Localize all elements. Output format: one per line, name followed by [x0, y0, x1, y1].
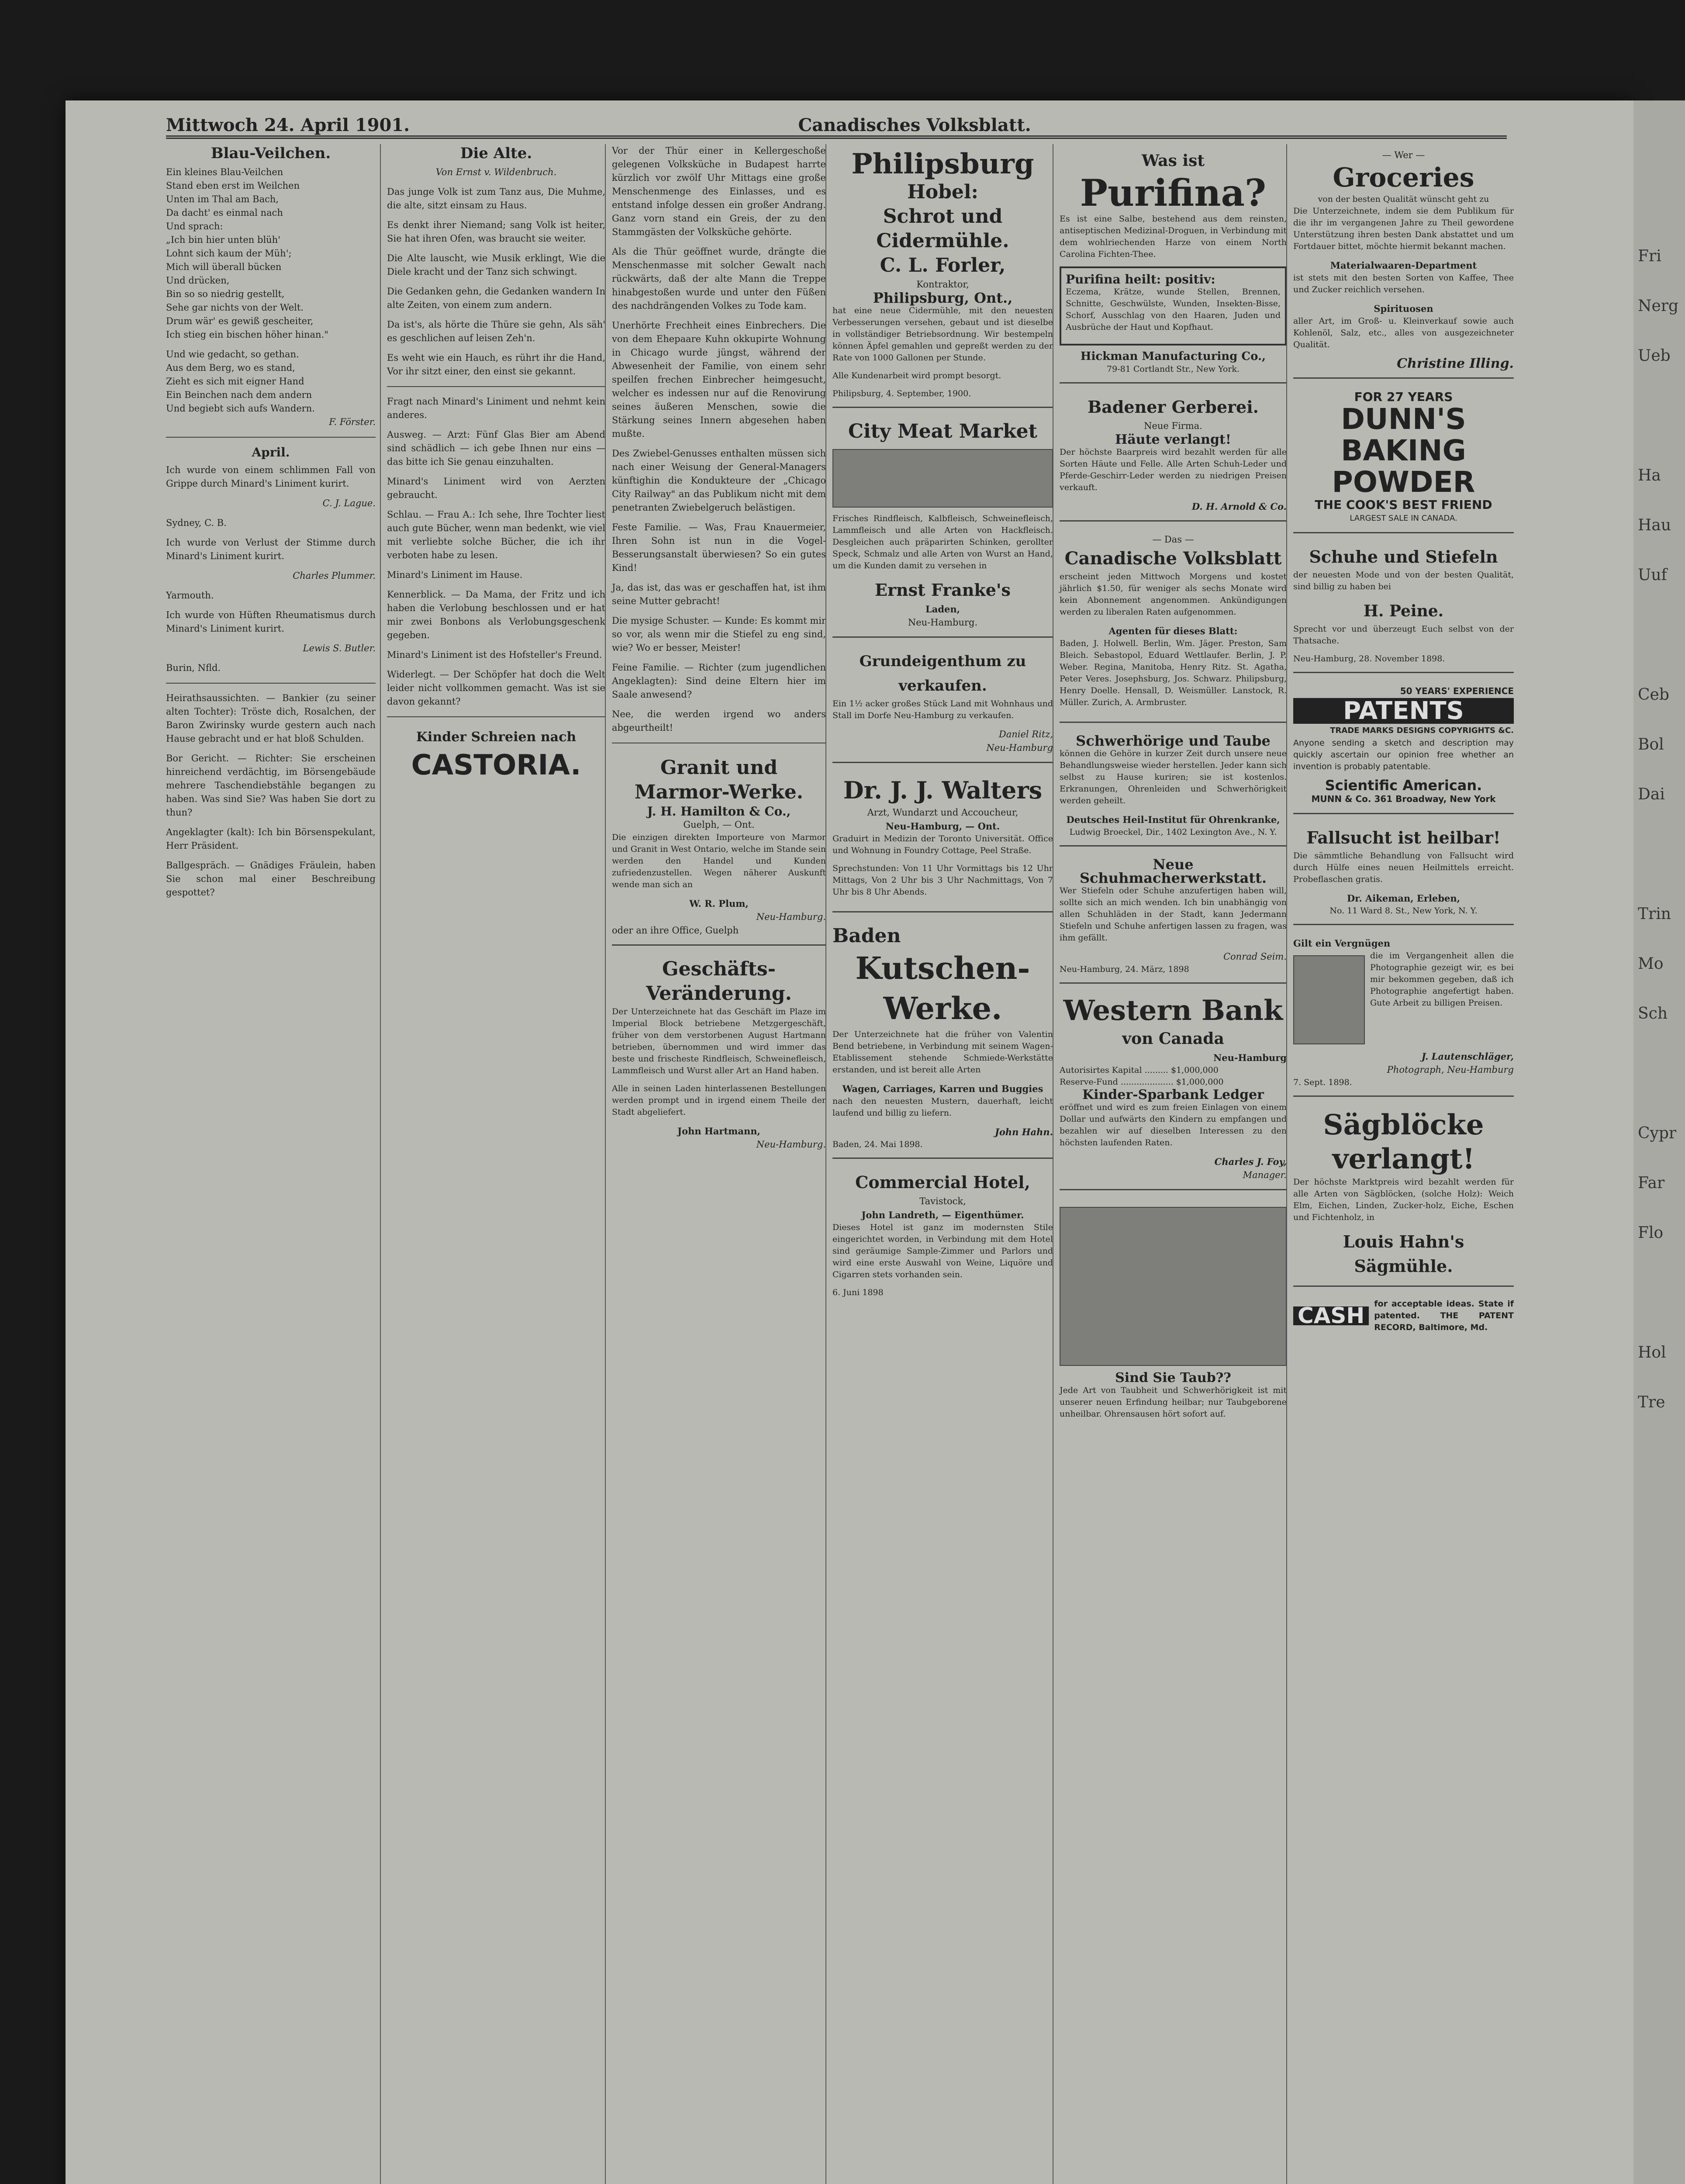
ad-signature: Louis Hahn's	[1343, 1232, 1464, 1251]
adjacent-page-text-fragment: Hau	[1638, 516, 1671, 534]
deafness-ad	[1060, 1197, 1287, 1433]
adjacent-page-text-fragment: Cypr	[1638, 1124, 1677, 1142]
testimonial-signature: Lewis S. Butler.	[303, 643, 376, 653]
liniment-notice: Fragt nach Minard's Liniment und nehmt kein anderes.	[387, 396, 605, 420]
agents-title: Agenten für dieses Blatt:	[1108, 625, 1238, 636]
ad-signature: J. Lautenschläger,	[1421, 1051, 1514, 1062]
adjacent-page-fragment	[1633, 100, 1685, 2184]
meat-illustration	[832, 449, 1053, 508]
poem-author: Von Ernst v. Wildenbruch.	[435, 167, 557, 177]
ad-text: for acceptable ideas. State if patented. THE PATENT RECORD, Baltimore, Md.	[1374, 1299, 1514, 1332]
poem-stanza: Das junge Volk ist zum Tanz aus, Die Muhme, die alte, sitzt einsam zu Haus.	[387, 187, 605, 211]
news-item: Als die Thür geöffnet wurde, drängte die Menschenmasse mit solcher Gewalt nach rückwärts, daß der alte Mann die Treppe hinabgestoßen wurde und unter den Füßen des nachdrängenden Volkes zu Tode kam.	[612, 246, 826, 311]
news-item: Des Zwiebel-Genusses enthalten müssen sich nach einer Weisung der General-Managers künftighin die Kondukteure der „Chicago City Railway" an das Publikum nicht mit dem penetranten Zwiebelgeruch belästigen.	[612, 448, 826, 513]
liniment-notice: Minard's Liniment ist des Hofsteller's Freund.	[387, 650, 602, 660]
joke: Die mysige Schuster. — Kunde: Es kommt mir so vor, als wenn mir die Stiefel zu eng sind, wie? Wo er besser, Meister!	[612, 615, 826, 653]
testimonial-signature: C. J. Lague.	[322, 498, 376, 508]
cider-mill-ad	[832, 144, 1053, 408]
ad-date: Neu-Hamburg, 28. November 1898.	[1293, 654, 1445, 663]
ad-text: Jede Art von Taubheit und Schwerhörigkeit ist mit unserer neuen Erfindung heilbar; nur Taubgeborene unheilbar. Ohrensausen hört sofort auf.	[1060, 1386, 1287, 1419]
poem-stanza: Die Alte lauscht, wie Musik erklingt, Wie die Diele kracht und der Tanz sich schwingt.	[387, 253, 605, 277]
adjacent-page-text-fragment: Ceb	[1638, 686, 1669, 704]
ad-role: Photograph, Neu-Hamburg	[1387, 1064, 1514, 1075]
ad-pretitle: FOR 27 YEARS	[1354, 390, 1453, 404]
ad-department: Spirituosen	[1374, 303, 1433, 314]
ad-text: Die sämmtliche Behandlung von Fallsucht wird durch Hülfe eines neuen Heilmittels erreicht. Probeflaschen gratis.	[1293, 851, 1514, 884]
page-header	[166, 96, 1507, 139]
adjacent-page-text-fragment: Hol	[1638, 1344, 1666, 1362]
columns	[166, 144, 1514, 2184]
ad-text: Alle in seinen Laden hinterlassenen Bestellungen werden prompt und in irgend einem Theile der Stadt abgeliefert.	[612, 1084, 826, 1117]
ad-address: 79-81 Cortlandt Str., New York.	[1107, 364, 1240, 374]
joke: Bor Gericht. — Richter: Sie erscheinen hinreichend verdächtig, im Börsengebäude mehrere Taschendiebstähle begangen zu haben. Was sind Sie? Was haben Sie dort zu thun?	[166, 753, 376, 818]
epilepsy-ad	[1293, 821, 1514, 925]
ad-title: Kutschen-Werke.	[855, 950, 1030, 1026]
ad-subtitle: Schrot und Cidermühle.	[876, 205, 1009, 252]
sawlogs-ad	[1293, 1104, 1514, 1287]
ad-shop: Ernst Franke's	[875, 580, 1011, 600]
cash-ad	[1293, 1294, 1514, 1341]
volksblatt-notice	[1060, 529, 1287, 723]
ad-maker: Hickman Manufacturing Co.,	[1080, 350, 1266, 363]
property-sale-ad	[832, 645, 1053, 763]
column-4	[825, 144, 1053, 2184]
ad-subtitle: Hobel:	[907, 181, 978, 203]
joke: Nee, die werden irgend wo anders abgeurtheilt!	[612, 709, 826, 733]
ad-title: Sind Sie Taub??	[1115, 1370, 1231, 1386]
ad-signature: Sägmühle.	[1354, 1256, 1453, 1276]
adjacent-page-text-fragment: Ueb	[1638, 347, 1671, 365]
ad-title: PATENTS	[1293, 698, 1514, 724]
ad-owner: John Landreth, — Eigenthümer.	[861, 1209, 1024, 1220]
ad-signature: Deutsches Heil-Institut für Ohrenkranke,	[1066, 814, 1280, 825]
ad-title: Granit und Marmor-Werke.	[634, 757, 804, 803]
adjacent-page-text-fragment: Bol	[1638, 736, 1664, 753]
ad-place: Neu-Hamburg.	[908, 617, 978, 628]
adjacent-page-text-fragment: Fri	[1638, 247, 1661, 265]
ad-title: Canadische Volksblatt	[1064, 548, 1282, 569]
ad-title: DUNN'S BAKING POWDER	[1332, 402, 1475, 499]
poem-stanza: Und wie gedacht, so gethan. Aus dem Berg, wo es stand, Zieht es sich mit eigner Hand Ein Beinchen nach dem andern Und begiebt sich aufs Wandern.	[166, 349, 315, 414]
ad-title: City Meat Market	[848, 420, 1037, 442]
ad-brand: Purifina heilt: positiv:	[1066, 272, 1215, 287]
column-5	[1053, 144, 1287, 2184]
divider	[387, 716, 605, 717]
ad-place: Neu-Hamburg, — Ont.	[885, 821, 1000, 832]
adjacent-page-text-fragment: Nerg	[1638, 297, 1679, 315]
testimonial: Ich wurde von Hüften Rheumatismus durch Minard's Liniment kurirt.	[166, 610, 376, 634]
ad-title: Grundeigenthum zu verkaufen.	[859, 653, 1026, 695]
ad-title: Geschäfts-Veränderung.	[646, 958, 792, 1005]
ad-text: Alle Kundenarbeit wird prompt besorgt.	[832, 371, 1001, 380]
poem-title: Die Alte.	[460, 145, 532, 162]
bank-capital: Autorisirtes Kapital ......... $1,000,000	[1060, 1065, 1219, 1075]
liniment-notice: Minard's Liniment im Hause.	[387, 570, 523, 580]
castoria-ad-title: CASTORIA.	[411, 749, 581, 781]
joke: Feine Familie. — Richter (zum jugendlichen Angeklagten): Sind deine Eltern hier im Saale anwesend?	[612, 662, 826, 700]
ad-subtitle: THE COOK'S BEST FRIEND	[1315, 498, 1492, 512]
ad-text: Der Unterzeichnete hat das Geschäft im Plaze im Imperial Block betriebene Metzgergeschäft, früher von dem verstorbenen August Hartmann betrieben, übernommen und wird immer das beste und frischeste Rindfleisch, Schweinefleisch, Lammfleisch und Wurst aller Art an Hand haben.	[612, 1007, 826, 1075]
ad-subtitle: LARGEST SALE IN CANADA.	[1350, 514, 1457, 523]
ad-name: C. L. Forler,	[880, 254, 1006, 276]
issue-date: Mittwoch 24. April 1901.	[166, 115, 410, 135]
ad-place: Neu-Hamburg	[1213, 1052, 1287, 1063]
poem-signature: F. Förster.	[329, 417, 376, 427]
section-title: April.	[252, 445, 290, 460]
poem-stanza: Es weht wie ein Hauch, es rührt ihr die Hand, Vor ihr sitzt einer, den einst sie gekannt.	[387, 352, 605, 377]
ad-signature: Daniel Ritz,	[998, 729, 1053, 740]
joke: Ausweg. — Arzt: Fünf Glas Bier am Abend sind schädlich — ich gebe Ihnen nur eins — das bitte ich Sie genau einzuhalten.	[387, 429, 605, 467]
ad-text: eröffnet und wird es zum freien Einlagen von einem Dollar und aufwärts den Kindern zu empfangen und bezahlen wir auf dieselben Interessen zu den höchsten laufenden Raten.	[1060, 1102, 1287, 1147]
carriage-works-ad	[832, 919, 1053, 1159]
ad-signature: John Hartmann,	[677, 1126, 760, 1137]
adjacent-page-text-fragment: Sch	[1638, 1005, 1668, 1023]
ad-role: Manager.	[1243, 1170, 1287, 1180]
ad-firm: J. H. Hamilton & Co.,	[647, 804, 791, 819]
ad-date: Neu-Hamburg, 24. März, 1898	[1060, 964, 1189, 974]
ad-firm: MUNN & Co. 361 Broadway, New York	[1311, 794, 1496, 804]
ad-subtitle: von der besten Qualität wünscht geht zu	[1318, 194, 1489, 204]
purifina-ad	[1060, 144, 1287, 384]
doctor-ad	[832, 770, 1053, 912]
groceries-ad	[1293, 144, 1514, 379]
ad-text: nach den neuesten Mustern, dauerhaft, leicht laufend und billig zu liefern.	[832, 1096, 1053, 1118]
ad-text: aller Art, im Groß- u. Kleinverkauf sowie auch Kohlenöl, Salz, etc., alles von ausgezeichneter Qualität.	[1293, 316, 1514, 349]
divider	[387, 386, 605, 387]
ad-text: Die einzigen direkten Importeure von Marmor und Granit in West Ontario, welche im Stande sein werden den Handel und Kunden zufriedenzustellen. Wegen näherer Auskunft wende man sich an	[612, 833, 826, 889]
joke: Schlau. — Frau A.: Ich sehe, Ihre Tochter liest auch gute Bücher, wenn man bedenkt, wie viel mit verliebte solche Bücher, die ich ihr verboten habe zu lesen.	[387, 509, 605, 560]
testimonial-place: Sydney, C. B.	[166, 518, 227, 528]
ad-signature: Christine Illing.	[1397, 356, 1514, 371]
poem-stanza: Die Gedanken gehn, die Gedanken wandern In alte Zeiten, von einem zum andern.	[387, 286, 605, 310]
ad-department: Materialwaaren-Department	[1330, 260, 1477, 271]
ad-title: Purifina?	[1080, 171, 1267, 214]
business-change-ad	[612, 953, 826, 1158]
divider	[166, 437, 376, 438]
adjacent-page-text-fragment: Ha	[1638, 467, 1661, 484]
patents-ad	[1293, 680, 1514, 814]
testimonial-signature: Charles Plummer.	[293, 570, 376, 581]
adjacent-page-text-fragment: Uuf	[1638, 566, 1667, 584]
ad-text: Frisches Rindfleisch, Kalbfleisch, Schweinefleisch, Lammfleisch und alle Arten von Hackfleisch. Desgleichen auch präparirten Schinken, gerollter Speck, Schmalz und alle Arten von Wurst an Hand, um die Kunden damit zu versehen in	[832, 514, 1053, 570]
ad-place: Neu-Hamburg	[986, 743, 1053, 753]
adjacent-page-text-fragment: Flo	[1638, 1224, 1664, 1242]
ad-title: Commercial Hotel,	[855, 1172, 1030, 1192]
ad-subtitle: TRADE MARKS DESIGNS COPYRIGHTS &C.	[1330, 726, 1514, 735]
shoemaker-ad	[1060, 854, 1287, 984]
ad-role: Kontraktor,	[916, 279, 969, 290]
ad-text: Der höchste Baarpreis wird bezahlt werden für alle Sorten Häute und Felle. Alle Arten Schuh-Leder und Pferde-Geschirr-Leder werden zu niedrigen Preisen verkauft.	[1060, 447, 1287, 492]
castoria-ad-line: Kinder Schreien nach	[416, 729, 577, 745]
ad-date: 6. Juni 1898	[832, 1288, 884, 1297]
ad-signature: Conrad Seim.	[1223, 951, 1287, 962]
ad-pretitle: — Das —	[1152, 534, 1194, 545]
ad-title: Fallsucht ist heilbar!	[1306, 828, 1501, 847]
ad-text: Anyone sending a sketch and description may quickly ascertain our opinion free whether an invention is probably patentable.	[1293, 738, 1514, 771]
column-6	[1286, 144, 1514, 2184]
ad-text: Dieses Hotel ist ganz im modernsten Stile eingerichtet worden, in Verbindung mit dem Hotel sind geräumige Sample-Zimmer und Parlors und wird eine erste Auswahl von Weine, Liquöre und Cigarren stets vorhanden sein.	[832, 1223, 1053, 1279]
western-bank-ad	[1060, 991, 1287, 1190]
ad-place: Philipsburg, Ont.,	[873, 290, 1013, 306]
adjacent-page-text-fragment: Dai	[1638, 785, 1665, 803]
testimonial: Ich wurde von einem schlimmen Fall von Grippe durch Minard's Liniment kurirt.	[166, 465, 376, 489]
ad-text: erscheint jeden Mittwoch Morgens und kostet jährlich $1.50, für weniger als sechs Monate wird kein Abonnement angenommen. Ankündigungen werden zu liberalen Raten aufgenommen.	[1060, 572, 1287, 617]
ad-title: Schwerhörige und Taube	[1076, 733, 1271, 749]
news-item: Unerhörte Frechheit eines Einbrechers. Die von dem Ehepaare Kuhn okkupirte Wohnung in Chicago wurde jüngst, während der Abwesenheit der Familie, von einem sehr speilfen frechen Einbrecher heimgesucht, welcher es indessen nur auf die Renovirung seines äußeren Menschen, sowie die Stärkung seines Innern abgesehen haben mußte.	[612, 320, 826, 439]
ad-title: Philipsburg	[851, 148, 1034, 180]
news-item: Vor der Thür einer in Kellergeschoße gelegenen Volksküche in Budapest harrte kürzlich vor zwölf Uhr Mittags eine große Menschenmenge des Einlasses, und es entstand infolge dessen ein großer Andrang. Ganz vorn stand ein Greis, der zu den Stammgästen der Volksküche gehörte.	[612, 145, 826, 237]
ad-shop: Laden,	[925, 604, 960, 615]
ad-signature: Dr. Aikeman, Erleben,	[1347, 893, 1460, 904]
poem-stanza: Ein kleines Blau-Veilchen Stand eben erst im Weilchen Unten im Thal am Bach, Da dacht' es einmal nach Und sprach: „Ich bin hier unten blüh' Lohnt sich kaum der Müh'; Mich will überall bücken Und drücken, Bin so so niedrig gestellt, Sehe gar nichts von der Welt. Drum wär' es gewiß gescheiter, Ich stieg ein bischen höher hinan."	[166, 167, 328, 340]
agents-list: Baden, J. Holwell. Berlin, Wm. Jäger. Preston, Sam Bleich. Sebastopol, Eduard Wettlaufer. Berlin, J. P. Weber. Regina, Manitoba, Henry Ritz. St. Agatha, Peter Veres. Josephsburg, Jos. Schwarz. Philipsburg, Henry Doelle. Hensall, D. Weismüller. Lanstock, R. Müller. Zurich, A. Armbruster.	[1060, 639, 1287, 707]
masthead: Canadisches Volksblatt.	[798, 115, 1031, 135]
ad-items: Wagen, Carriages, Karren und Buggies	[842, 1083, 1043, 1094]
ad-date: 7. Sept. 1898.	[1293, 1078, 1352, 1087]
tannery-ad	[1060, 390, 1287, 522]
liniment-notice: Minard's Liniment wird von Aerzten gebraucht.	[387, 476, 605, 500]
ad-title: Sägblöcke verlangt!	[1323, 1109, 1484, 1175]
joke: Widerlegt. — Der Schöpfer hat doch die Welt leider nicht vollkommen gemacht. Was ist sie davon gekannt?	[387, 669, 605, 707]
ad-text: hat eine neue Cidermühle, mit den neuesten Verbesserungen versehen, gebaut und ist dieselbe in vollständiger Betriebsordnung. Wir bestempeln können Äpfel gemahlen und gepreßt werden zu der Rate von 1000 Gallonen per Stunde.	[832, 306, 1053, 363]
ad-office: oder an ihre Office, Guelph	[612, 925, 739, 936]
ad-text: Der höchste Marktpreis wird bezahlt werden für alle Arten von Sägblöcken, (solche Holz): Weich Elm, Eichen, Linden, Zucker-holz, Eiche, Eschen und Fichtenholz, in	[1293, 1177, 1514, 1222]
ad-signature: Charles J. Foy,	[1214, 1156, 1287, 1167]
poem-title: Blau-Veilchen.	[211, 145, 331, 162]
testimonial-place: Burin, Nfld.	[166, 663, 221, 673]
ad-title: CASH	[1293, 1306, 1369, 1325]
ad-text: der neuesten Mode und von der besten Qualität, sind billig zu haben bei	[1293, 570, 1514, 591]
ad-signature: D. H. Arnold & Co.	[1191, 501, 1287, 512]
ad-role: Arzt, Wundarzt und Accoucheur,	[867, 807, 1019, 818]
ad-name: H. Peine.	[1363, 602, 1444, 620]
ad-subtitle: Häute verlangt!	[1115, 432, 1231, 447]
photographer-illustration	[1293, 955, 1365, 1044]
joke: Feste Familie. — Was, Frau Knauermeier, Ihren Sohn ist nun in die Vogel-Besserungsanstalt überwiesen? So ein gutes Kind!	[612, 522, 826, 573]
ad-text: Ein 1½ acker großes Stück Land mit Wohnhaus und Stall im Dorfe Neu-Hamburg zu verkaufen.	[832, 699, 1053, 720]
column-2	[380, 144, 605, 2184]
photographer-ad	[1293, 932, 1514, 1097]
adjacent-page-text-fragment: Tre	[1638, 1393, 1665, 1411]
ad-date: Baden, 24. Mai 1898.	[832, 1140, 923, 1149]
ad-title: Badener Gerberei.	[1088, 397, 1259, 417]
ad-text: können die Gehöre in kurzer Zeit durch unsere neue Behandlungsweise wieder herstellen. Jeder kann sich selbst zu Hause kuriren; sie ist kostenlos. Erkranungen, Ohrenleiden und Schwerhörigkeit werden geheilt.	[1060, 749, 1287, 805]
shoes-ad	[1293, 540, 1514, 673]
ad-signature-place: Neu-Hamburg.	[756, 1139, 826, 1150]
hotel-ad	[832, 1166, 1053, 1306]
ad-pretitle: Baden	[832, 925, 901, 947]
ad-subtitle: Neue Firma.	[1144, 421, 1202, 431]
portrait-illustration	[1060, 1207, 1287, 1366]
ad-title: Western Bank	[1063, 994, 1283, 1027]
ad-text: ist stets mit den besten Sorten von Kaffee, Thee und Zucker reichlich versehen.	[1293, 273, 1514, 294]
testimonial: Ich wurde von Verlust der Stimme durch Minard's Liniment kurirt.	[166, 537, 376, 561]
bank-reserve: Reserve-Fund .................... $1,000,000	[1060, 1077, 1224, 1087]
joke: Ballgespräch. — Gnädiges Fräulein, haben Sie schon mal einer Beschreibung gespottet?	[166, 860, 376, 898]
joke: Kennerblick. — Da Mama, der Fritz und ich haben die Verlobung beschlossen und er hat mir zwei Bonbons als Verlobungsgeschenk gegeben.	[387, 589, 605, 640]
ad-text: Wer Stiefeln oder Schuhe anzufertigen haben will, sollte sich an mich wenden. Ich bin unabhängig von allen Schuhläden in der Stadt, kann Jedermann Stiefeln und Schuhe anfertigen lassen zu fragen, was ihm gefällt.	[1060, 886, 1287, 943]
ad-text: die im Vergangenheit allen die Photographie gezeigt wir, es bei mir bekommen gegeben, daß ich Photographie angefertigt haben. Gute Arbeit zu billigen Preisen.	[1370, 951, 1514, 1008]
deaf-institute-ad	[1060, 730, 1287, 847]
adjacent-page-text-fragment: Far	[1638, 1174, 1665, 1192]
ad-title: Gilt ein Vergnügen	[1293, 938, 1391, 949]
ad-title: Schuhe und Stiefeln	[1309, 547, 1498, 567]
ad-hours: Sprechstunden: Von 11 Uhr Vormittags bis 12 Uhr Mittags, Von 2 Uhr bis 3 Uhr Nachmittags, Von 7 Uhr bis 8 Uhr Abends.	[832, 864, 1053, 897]
ad-subtitle: von Canada	[1122, 1030, 1224, 1048]
ad-text: Es ist eine Salbe, bestehend aus dem reinsten, antiseptischen Medizinal-Droguen, in Verbindung mit dem wohlriechenden Harze von einem North Carolina Fichten-Thee.	[1060, 214, 1287, 259]
ad-agent: W. R. Plum,	[689, 898, 749, 909]
ad-text: Graduirt in Medizin der Toronto Universität. Office und Wohnung in Foundry Cottage, Peel Straße.	[832, 834, 1053, 855]
ad-list: Eczema, Krätze, wunde Stellen, Brennen, Schnitte, Geschwülste, Wunden, Insekten-Bisse, Schorf, Ausschlag von den Haaren, Juden und Ausbrüche der Haut und Kopfhaut.	[1066, 287, 1281, 332]
ad-address: Ludwig Broeckel, Dir., 1402 Lexington Ave., N. Y.	[1069, 827, 1277, 837]
ad-address: No. 11 Ward 8. St., New York, N. Y.	[1329, 906, 1478, 916]
ad-magazine: Scientific American.	[1325, 777, 1482, 794]
baking-powder-ad	[1293, 386, 1514, 533]
ad-place: Guelph, — Ont.	[683, 819, 755, 830]
divider	[166, 683, 376, 684]
ad-subtitle: Kinder-Sparbank Ledger	[1082, 1087, 1264, 1102]
joke: Ja, das ist, das was er geschaffen hat, ist ihm seine Mutter gebracht!	[612, 582, 826, 606]
meat-market-ad	[832, 415, 1053, 638]
ad-pretitle: Was ist	[1142, 152, 1205, 170]
poem-stanza: Da ist's, als hörte die Thüre sie gehn, Als säh' es geschlichen auf leisen Zeh'n.	[387, 319, 605, 343]
adjacent-page-text-fragment: Trin	[1638, 905, 1671, 923]
granite-works-ad	[612, 751, 826, 946]
ad-title: Neue Schuhmacherwerkstatt.	[1079, 856, 1267, 886]
joke: Angeklagter (kalt): Ich bin Börsenspekulant, Herr Präsident.	[166, 827, 376, 851]
ad-place: Tavistock,	[919, 1196, 966, 1206]
column-1	[166, 144, 376, 2184]
joke: Heirathsaussichten. — Bankier (zu seiner alten Tochter): Tröste dich, Rosalchen, der Baron Zwirinsky wurde gestern auch nach Hause gebracht und er hat bloß Schulden.	[166, 693, 376, 744]
ad-text: Die Unterzeichnete, indem sie dem Publikum für die ihr im vergangenen Jahre zu Theil gewordene Unterstützung ihren besten Dank abstattet und um Fortdauer bittet, möchte hiermit bekannt machen.	[1293, 206, 1514, 251]
poem-stanza: Es denkt ihrer Niemand; sang Volk ist heiter, Sie hat ihren Ofen, was braucht sie weiter.	[387, 220, 605, 244]
ad-agent-place: Neu-Hamburg.	[756, 912, 826, 922]
ad-title: Groceries	[1333, 162, 1474, 193]
testimonial-place: Yarmouth.	[166, 590, 214, 601]
ad-pretitle: 50 YEARS' EXPERIENCE	[1400, 686, 1514, 696]
ad-text: Der Unterzeichnete hat die früher von Valentin Bend betriebene, in Verbindung mit seinem Wagen-Etablissement stehende Schmiede-Werkstätte erstanden, und ist bereit alle Arten	[832, 1030, 1053, 1075]
ad-pretitle: — Wer —	[1382, 150, 1425, 160]
ad-date: Philipsburg, 4. September, 1900.	[832, 389, 971, 398]
column-3	[605, 144, 826, 2184]
ad-text: Sprecht vor und überzeugt Euch selbst von der Thatsache.	[1293, 624, 1514, 646]
adjacent-page-text-fragment: Mo	[1638, 955, 1664, 973]
ad-signature: John Hahn.	[994, 1127, 1053, 1137]
ad-title: Dr. J. J. Walters	[843, 776, 1043, 804]
